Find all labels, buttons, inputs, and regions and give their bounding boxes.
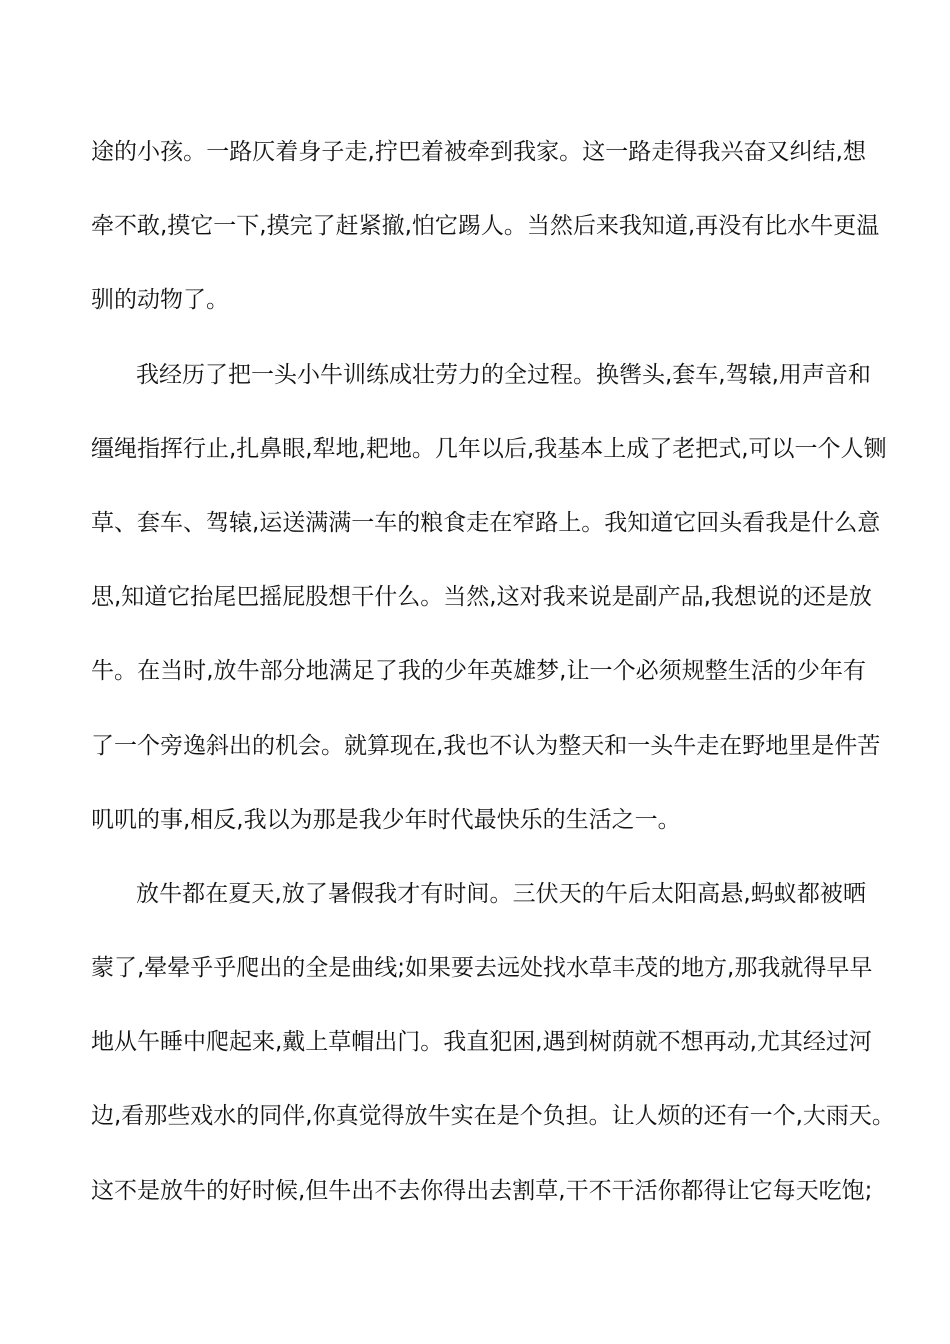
text-line-12: 蒙了,晕晕乎乎爬出的全是曲线;如果要去远处找水草丰茂的地方,那我就得早早 xyxy=(91,955,873,982)
text-line-4: 我经历了把一头小牛训练成壮劳力的全过程。换辔头,套车,驾辕,用声音和 xyxy=(136,361,871,388)
text-line-5: 缰绳指挥行止,扎鼻眼,犁地,耙地。几年以后,我基本上成了老把式,可以一个人铡 xyxy=(91,435,887,462)
text-line-14: 边,看那些戏水的同伴,你真觉得放牛实在是个负担。让人烦的还有一个,大雨天。 xyxy=(91,1103,895,1130)
body-text xyxy=(91,133,895,1246)
text-line-9: 了一个旁逸斜出的机会。就算现在,我也不认为整天和一头牛走在野地里是件苦 xyxy=(91,732,881,759)
text-line-8: 牛。在当时,放牛部分地满足了我的少年英雄梦,让一个必须规整生活的少年有 xyxy=(91,658,866,685)
text-line-10: 叽叽的事,相反,我以为那是我少年时代最快乐的生活之一。 xyxy=(91,806,681,833)
text-line-3: 驯的动物了。 xyxy=(91,287,229,314)
text-line-11: 放牛都在夏天,放了暑假我才有时间。三伏天的午后太阳高悬,蚂蚁都被晒 xyxy=(136,880,866,907)
text-line-6: 草、套车、驾辕,运送满满一车的粮食走在窄路上。我知道它回头看我是什么意 xyxy=(91,509,881,536)
text-line-7: 思,知道它抬尾巴摇屁股想干什么。当然,这对我来说是副产品,我想说的还是放 xyxy=(91,584,872,611)
text-line-15: 这不是放牛的好时候,但牛出不去你得出去割草,干不干活你都得让它每天吃饱; xyxy=(91,1177,873,1204)
text-line-2: 牵不敢,摸它一下,摸完了赶紧撤,怕它踢人。当然后来我知道,再没有比水牛更温 xyxy=(91,213,880,240)
text-line-1: 途的小孩。一路仄着身子走,拧巴着被牵到我家。这一路走得我兴奋又纠结,想 xyxy=(91,139,866,165)
text-line-13: 地从午睡中爬起来,戴上草帽出门。我直犯困,遇到树荫就不想再动,尤其经过河 xyxy=(91,1029,872,1056)
